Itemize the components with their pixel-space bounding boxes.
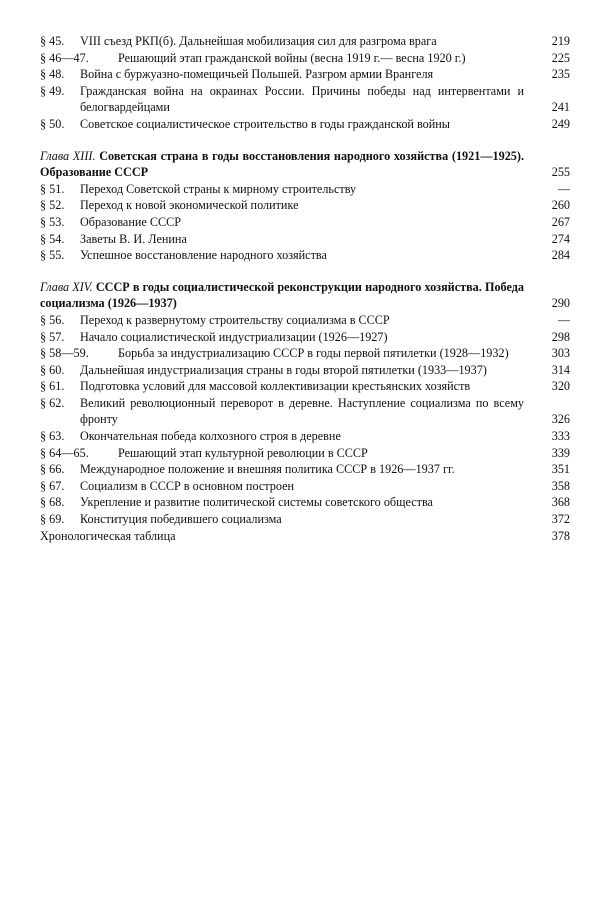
toc-entry	[40, 181, 570, 198]
section-number	[40, 312, 80, 329]
page-number: 225	[551, 50, 570, 65]
section-number	[40, 511, 80, 528]
chapter-14-heading	[40, 279, 570, 312]
toc-entry	[40, 461, 570, 478]
page-number: 339	[551, 445, 570, 460]
section-number-value: 54.	[49, 231, 65, 246]
toc-entry	[40, 395, 570, 428]
page-number: 333	[551, 429, 570, 444]
chapter-13-section-list	[40, 181, 570, 264]
section-number-value: 55.	[49, 248, 65, 263]
section-number-value: 58—59.	[49, 346, 89, 361]
section-number	[40, 50, 118, 67]
section-number	[40, 33, 80, 50]
chapter-14-section-list	[40, 312, 570, 528]
section-title: Советское социалистическое строительство в годы гражданской войны	[80, 116, 450, 131]
page-number: 320	[551, 379, 570, 394]
section-marker: §	[40, 362, 47, 377]
section-marker: §	[40, 83, 47, 98]
chronology-entry	[40, 528, 570, 545]
section-number-value: 61.	[49, 379, 65, 394]
toc-entry	[40, 478, 570, 495]
toc-entry	[40, 312, 570, 329]
section-title: Дальнейшая индустриализация страны в годы второй пятилетки (1933—1937)	[80, 362, 487, 377]
section-title: Гражданская война на окраинах России. Причины победы над интервентами и белогвардейцами	[80, 83, 524, 115]
page-number: 303	[551, 346, 570, 361]
section-title: Укрепление и развитие политической системы советского общества	[80, 495, 433, 510]
page-number: 326	[551, 412, 570, 427]
table-of-contents-page	[40, 33, 570, 544]
page-number: 260	[551, 198, 570, 213]
section-number	[40, 362, 80, 379]
section-title: Подготовка условий для массовой коллективизации крестьянских хозяйств	[80, 379, 471, 394]
section-number-value: 57.	[49, 329, 65, 344]
page-number: 267	[551, 214, 570, 229]
section-marker: §	[40, 379, 47, 394]
section-title: Великий революционный переворот в деревне. Наступление социализма по всему фронту	[80, 395, 524, 427]
page-number: 351	[551, 462, 570, 477]
section-marker: §	[40, 512, 47, 527]
section-number-value: 52.	[49, 198, 65, 213]
page-number: —	[557, 312, 570, 327]
section-marker: §	[40, 34, 47, 48]
chapter-14-heading-text	[40, 279, 532, 312]
section-title: Война с буржуазно-помещичьей Польшей. Разгром армии Врангеля	[80, 67, 434, 82]
section-number-value: 69.	[49, 512, 65, 527]
section-marker: §	[40, 346, 47, 361]
section-number	[40, 345, 118, 362]
section-marker: §	[40, 50, 47, 65]
section-marker: §	[40, 478, 47, 493]
section-number	[40, 329, 80, 346]
page-number: 298	[551, 329, 570, 344]
toc-entry	[40, 214, 570, 231]
toc-entry	[40, 445, 570, 462]
section-number-value: 64—65.	[49, 445, 89, 460]
section-number-value: 46—47.	[49, 50, 89, 65]
section-marker: §	[40, 116, 47, 131]
section-title: Заветы В. И. Ленина	[80, 231, 187, 246]
toc-entry	[40, 83, 570, 116]
section-title: Начало социалистической индустриализации (1926—1927)	[80, 329, 388, 344]
toc-entry	[40, 116, 570, 133]
section-title: Борьба за индустриализацию СССР в годы первой пятилетки (1928—1932)	[118, 346, 509, 361]
chronology-text: Хронологическая таблица	[40, 528, 176, 543]
page-number: 358	[551, 478, 570, 493]
section-number	[40, 66, 80, 83]
chapter-13-page: 255	[551, 165, 570, 180]
chapter-13-heading	[40, 148, 570, 181]
toc-entry	[40, 66, 570, 83]
chapter-13-title: Советская страна в годы восстановления народного хозяйства (1921—1925). Образование СССР	[40, 148, 524, 180]
section-number	[40, 231, 80, 248]
section-title: Решающий этап гражданской войны (весна 1919 г.— весна 1920 г.)	[118, 50, 466, 65]
section-number-value: 51.	[49, 181, 65, 196]
section-number	[40, 247, 80, 264]
section-title: Образование СССР	[80, 214, 182, 229]
section-number	[40, 445, 118, 462]
toc-entry	[40, 329, 570, 346]
toc-entry	[40, 247, 570, 264]
top-section-list	[40, 33, 570, 133]
page-number: 219	[551, 34, 570, 48]
section-marker: §	[40, 462, 47, 477]
section-number	[40, 181, 80, 198]
toc-entry	[40, 362, 570, 379]
section-title: Конституция победившего социализма	[80, 512, 282, 527]
section-marker: §	[40, 181, 47, 196]
section-number	[40, 461, 80, 478]
section-marker: §	[40, 329, 47, 344]
section-number-value: 49.	[49, 83, 65, 98]
section-number-value: 60.	[49, 362, 65, 377]
section-number-value: 62.	[49, 395, 65, 410]
section-title: VIII съезд РКП(б). Дальнейшая мобилизация сил для разгрома врага	[80, 34, 437, 48]
section-marker: §	[40, 67, 47, 82]
section-marker: §	[40, 495, 47, 510]
toc-entry	[40, 511, 570, 528]
section-number	[40, 494, 80, 511]
chapter-14-title: СССР в годы социалистической реконструкции народного хозяйства. Победа социализма (1926—1937)	[40, 279, 524, 311]
section-marker: §	[40, 248, 47, 263]
toc-entry	[40, 345, 570, 362]
section-marker: §	[40, 198, 47, 213]
section-title: Переход Советской страны к мирному строительству	[80, 181, 357, 196]
section-marker: §	[40, 214, 47, 229]
section-marker: §	[40, 395, 47, 410]
page-number: 274	[551, 231, 570, 246]
section-number	[40, 214, 80, 231]
section-number	[40, 197, 80, 214]
section-title: Переход к новой экономической политике	[80, 198, 299, 213]
chapter-14-label: Глава XIV.	[40, 279, 93, 294]
page-number: —	[557, 181, 570, 196]
section-title: Решающий этап культурной революции в СССР	[118, 445, 368, 460]
section-title: Переход к развернутому строительству социализма в СССР	[80, 312, 390, 327]
section-number	[40, 116, 80, 133]
section-number-value: 48.	[49, 67, 65, 82]
section-number-value: 53.	[49, 214, 65, 229]
page-number: 368	[551, 495, 570, 510]
section-marker: §	[40, 231, 47, 246]
toc-entry	[40, 231, 570, 248]
toc-entry	[40, 197, 570, 214]
section-number-value: 68.	[49, 495, 65, 510]
toc-entry	[40, 33, 570, 50]
section-number-value: 45.	[49, 34, 65, 48]
section-number-value: 56.	[49, 312, 65, 327]
section-number-value: 63.	[49, 429, 65, 444]
section-marker: §	[40, 445, 47, 460]
section-title: Международное положение и внешняя политика СССР в 1926—1937 гг.	[80, 462, 455, 477]
page-number: 235	[551, 67, 570, 82]
section-number	[40, 428, 80, 445]
section-number	[40, 378, 80, 395]
chronology-page: 378	[551, 528, 570, 543]
section-number-value: 66.	[49, 462, 65, 477]
page-number: 284	[551, 248, 570, 263]
section-title: Окончательная победа колхозного строя в деревне	[80, 429, 341, 444]
section-number	[40, 395, 80, 412]
toc-entry	[40, 378, 570, 395]
section-marker: §	[40, 312, 47, 327]
chapter-13-label: Глава XIII.	[40, 148, 96, 163]
page-number: 372	[551, 512, 570, 527]
section-title: Социализм в СССР в основном построен	[80, 478, 294, 493]
toc-entry	[40, 428, 570, 445]
section-marker: §	[40, 429, 47, 444]
page-number: 314	[551, 362, 570, 377]
toc-entry	[40, 50, 570, 67]
section-number	[40, 478, 80, 495]
section-number-value: 50.	[49, 116, 65, 131]
toc-entry	[40, 494, 570, 511]
section-title: Успешное восстановление народного хозяйства	[80, 248, 327, 263]
section-number	[40, 83, 80, 100]
section-number-value: 67.	[49, 478, 65, 493]
chapter-13-heading-text	[40, 148, 532, 181]
page-number: 241	[551, 100, 570, 115]
page-number: 249	[551, 116, 570, 131]
chapter-14-page: 290	[551, 296, 570, 311]
